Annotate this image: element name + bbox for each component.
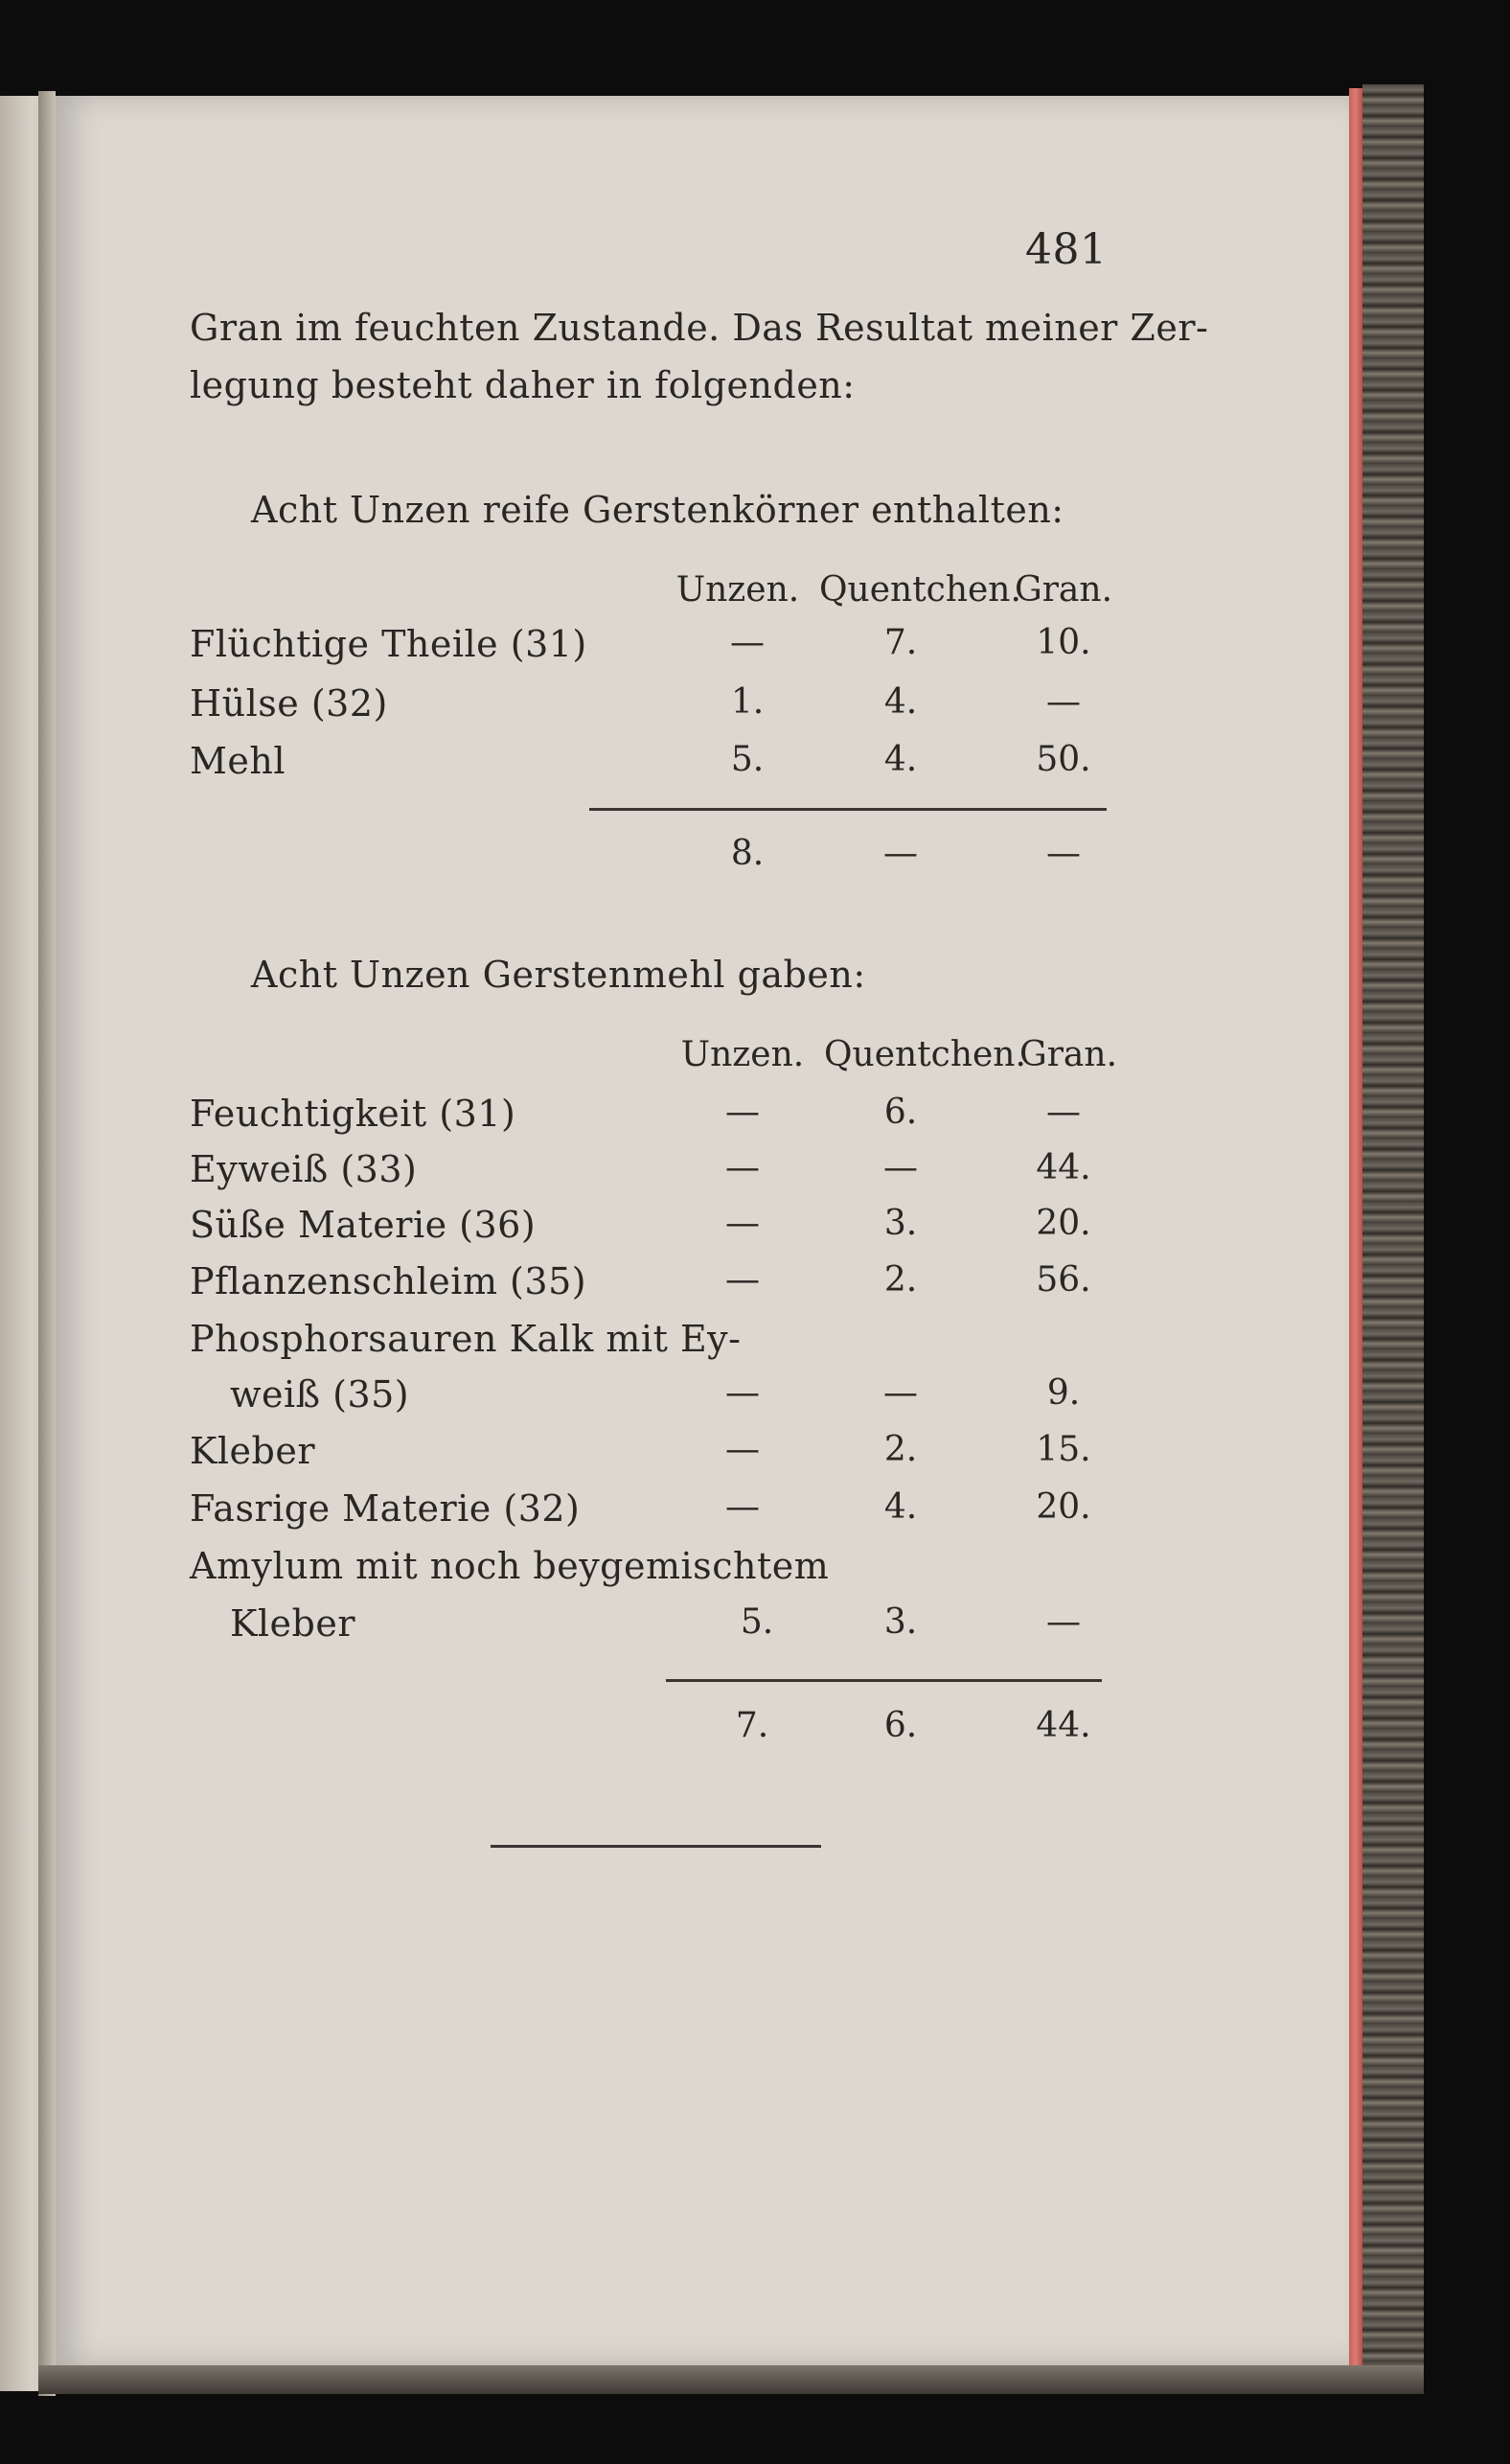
book-cover-edge — [1362, 84, 1424, 2384]
table1-cell-quentchen: 4. — [883, 682, 918, 722]
table2-row-label: Amylum mit noch beygemischtem — [190, 1545, 830, 1587]
table2-cell-quentchen: 4. — [883, 1487, 918, 1527]
page-number: 481 — [1025, 225, 1108, 274]
intro-line-1: Gran im feuchten Zustande. Das Resultat meiner Zer- — [190, 307, 1209, 349]
table2-cell-gran: 44. — [1036, 1148, 1091, 1187]
table1-cell-gran: 10. — [1036, 623, 1091, 662]
table2-cell-unzen: — — [725, 1373, 760, 1413]
book-spine — [38, 91, 56, 2396]
table1-heading: Acht Unzen reife Gerstenkörner enthalten: — [251, 489, 1064, 531]
table1-total-unzen: 8. — [730, 834, 765, 873]
table2-row-label: Kleber — [190, 1430, 316, 1472]
table2-row-label: Pflanzenschleim (35) — [190, 1260, 587, 1302]
table2-cell-quentchen: 2. — [883, 1430, 918, 1469]
table2-col-gran: Gran. — [1018, 1035, 1118, 1074]
table2-cell-gran: — — [1046, 1093, 1081, 1132]
table1-total-gran: — — [1046, 834, 1081, 873]
table1-row-label: Flüchtige Theile (31) — [190, 623, 587, 665]
table2-heading: Acht Unzen Gerstenmehl gaben: — [251, 954, 866, 996]
table2-row-label-continuation: Kleber — [230, 1602, 356, 1645]
table2-cell-gran: 20. — [1036, 1204, 1091, 1243]
table2-cell-unzen: — — [725, 1260, 760, 1300]
table1-cell-unzen: 1. — [730, 682, 765, 722]
table2-cell-gran: 9. — [1046, 1373, 1081, 1413]
table1-cell-unzen: 5. — [730, 740, 765, 779]
table1-col-gran: Gran. — [1014, 570, 1113, 610]
table2-row-label: Phosphorsauren Kalk mit Ey- — [190, 1318, 742, 1360]
table1-cell-quentchen: 4. — [883, 740, 918, 779]
table1-col-quentchen: Quentchen. — [819, 570, 1021, 610]
table2-sum-rule — [666, 1679, 1102, 1682]
table2-col-quentchen: Quentchen. — [824, 1035, 1026, 1074]
table2-cell-quentchen: 3. — [883, 1204, 918, 1243]
table2-total-gran: 44. — [1036, 1706, 1091, 1745]
table2-cell-unzen: — — [725, 1093, 760, 1132]
book-cover-bottom — [38, 2365, 1424, 2394]
table1-cell-gran: — — [1046, 682, 1081, 722]
table2-cell-unzen: 5. — [740, 1602, 774, 1642]
table2-row-label: Süße Materie (36) — [190, 1204, 537, 1246]
table2-row-label-continuation: weiß (35) — [230, 1373, 410, 1416]
table1-total-quentchen: — — [883, 834, 918, 873]
table1-sum-rule — [589, 808, 1107, 811]
intro-line-2: legung besteht daher in folgenden: — [190, 364, 856, 406]
table2-col-unzen: Unzen. — [680, 1035, 805, 1074]
table1-cell-gran: 50. — [1036, 740, 1091, 779]
table2-cell-gran: 20. — [1036, 1487, 1091, 1527]
table2-cell-quentchen: — — [883, 1148, 918, 1187]
table2-cell-quentchen: 2. — [883, 1260, 918, 1300]
table2-cell-unzen: — — [725, 1430, 760, 1469]
table2-total-unzen: 7. — [735, 1706, 769, 1745]
table2-row-label: Feuchtigkeit (31) — [190, 1093, 516, 1135]
table2-cell-quentchen: 6. — [883, 1093, 918, 1132]
table1-row-label: Hülse (32) — [190, 682, 388, 725]
table2-cell-gran: 56. — [1036, 1260, 1091, 1300]
table2-cell-quentchen: — — [883, 1373, 918, 1413]
table2-total-quentchen: 6. — [883, 1706, 918, 1745]
table2-cell-gran: — — [1046, 1602, 1081, 1642]
section-end-rule — [491, 1845, 821, 1848]
table1-row-label: Mehl — [190, 740, 286, 782]
table1-col-unzen: Unzen. — [675, 570, 800, 610]
table2-cell-gran: 15. — [1036, 1430, 1091, 1469]
table2-cell-unzen: — — [725, 1204, 760, 1243]
table2-cell-unzen: — — [725, 1148, 760, 1187]
table2-cell-quentchen: 3. — [883, 1602, 918, 1642]
table2-cell-unzen: — — [725, 1487, 760, 1527]
red-page-edge — [1349, 88, 1362, 2374]
table2-row-label: Fasrige Materie (32) — [190, 1487, 581, 1530]
table1-cell-unzen: — — [730, 623, 765, 662]
table2-row-label: Eyweiß (33) — [190, 1148, 418, 1190]
table1-cell-quentchen: 7. — [883, 623, 918, 662]
